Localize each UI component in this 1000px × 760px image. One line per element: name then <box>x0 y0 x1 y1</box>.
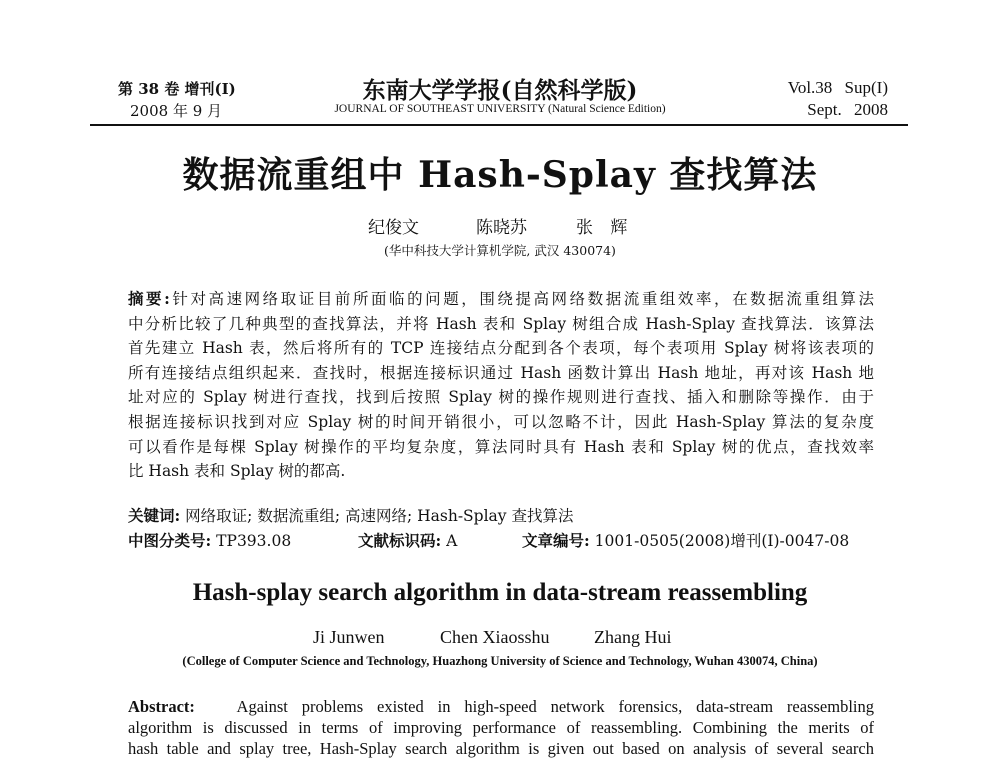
author-en-2: Chen Xiaosshu <box>440 627 550 647</box>
keywords-cn: 关键词: 网络取证; 数据流重组; 高速网络; Hash-Splay 查找算法 <box>128 506 574 525</box>
affiliation-cn: (华中科技大学计算机学院, 武汉 430074) <box>384 243 616 258</box>
abstract-en: Abstract: Against problems existed in high-speed network forensics, data-stream reassembling algorithm is discussed in terms of improving performance of reassembling. Combining the merits of hash table and splay tree, Hash-Splay search algorithm is given out based on analysis of several search <box>128 697 874 758</box>
journal-name-cn: 东南大学学报(自然科学版) <box>362 77 638 104</box>
author-en-1: Ji Junwen <box>313 627 385 647</box>
affiliation-en: (College of Computer Science and Technology, Huazhong University of Science and Technology, Wuhan 430074, China) <box>182 654 818 668</box>
journal-name-en: JOURNAL OF SOUTHEAST UNIVERSITY (Natural Science Edition) <box>334 103 666 115</box>
header-rule <box>90 124 908 126</box>
abstract-en-label: Abstract: <box>128 697 195 716</box>
clc-number: 中图分类号: TP393.08 <box>128 531 292 550</box>
date-label: 2008 年 9 月 <box>130 102 223 120</box>
author-cn-1: 纪俊文 <box>368 218 419 238</box>
author-cn-3: 张 辉 <box>576 218 634 238</box>
paper-title-en: Hash-splay search algorithm in data-stream reassembling <box>192 579 808 606</box>
document-code: 文献标识码: A <box>358 531 458 550</box>
paper-title-cn: 数据流重组中 Hash-Splay 查找算法 <box>182 154 818 196</box>
volume-label: Vol.38 Sup(I) <box>787 78 888 97</box>
abstract-cn-label: 摘要: <box>128 289 170 308</box>
issue-label: 第 38 卷 增刊(I) <box>118 80 236 98</box>
abstract-cn: 摘要:针对高速网络取证目前所面临的问题，围绕提高网络数据流重组效率，在数据流重组算法 中分析比较了几种典型的查找算法，并将 Hash 表和 Splay 树组合成 Hash-Splay 查找算法．该算法 首先建立 Hash 表，然后将所有的 TCP 连接结点分配到各个表项，每个表项用 Splay 树将该表项的 所有连接结点组织起来．查找时，根据连接标识通过 Hash 函数计算出 Hash 地址，再对该 Hash 地 址对应的 Splay 树进行查找，找到后按照 Splay 树的操作规则进行查找、插入和删除等操作．由于 根据连接标识找到对应 Splay 树的时间开销很小，可以忽略不计，因此 Hash-Splay 算法的复杂度 可以看作是每棵 Splay 树操作的平均复杂度，算法同时具有 Hash 表和 Splay 树的优点，查找效率 比 Hash 表和 Splay 树的都高. <box>128 289 874 481</box>
article-number: 文章编号: 1001-0505(2008)增刊(I)-0047-08 <box>522 531 850 550</box>
author-cn-2: 陈晓苏 <box>476 218 527 238</box>
author-en-3: Zhang Hui <box>594 627 672 647</box>
keywords-cn-label: 关键词: <box>128 506 181 525</box>
date-right-label: Sept. 2008 <box>807 100 888 119</box>
